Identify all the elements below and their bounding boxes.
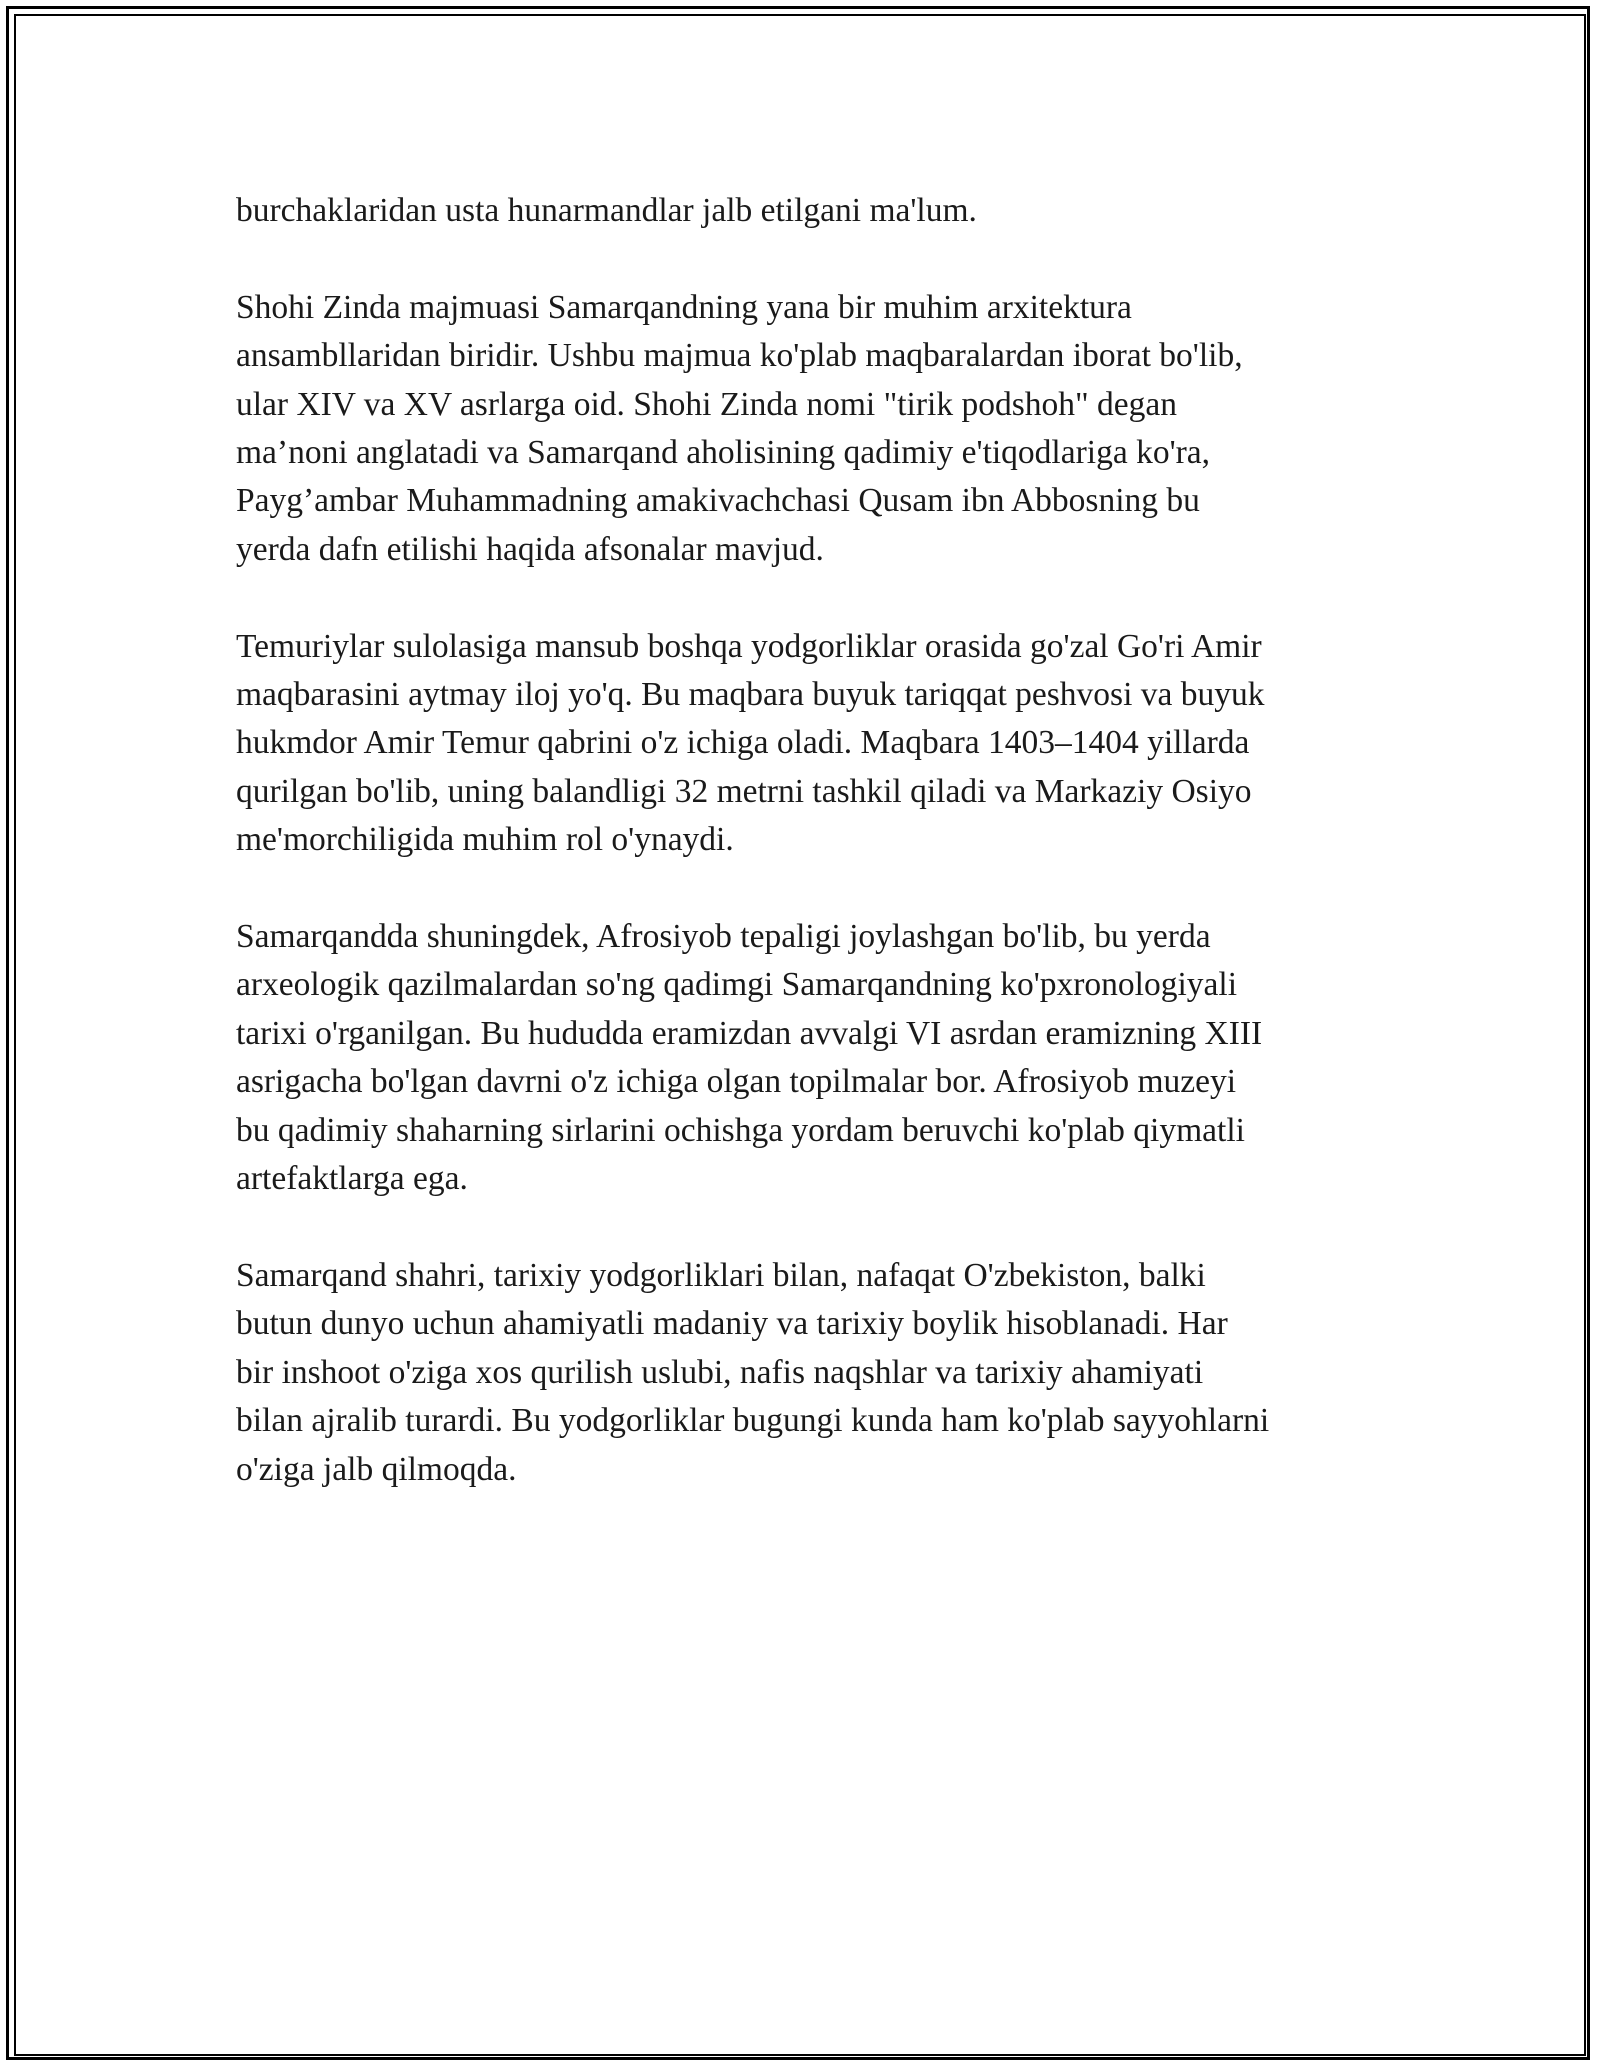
text-line: hukmdor Amir Temur qabrini o'z ichiga oladi. Maqbara 1403–1404 yillarda	[236, 724, 1250, 762]
text-line: asrigacha bo'lgan davrni o'z ichiga olgan topilmalar bor. Afrosiyob muzeyi	[236, 1063, 1237, 1101]
text-line: yerda dafn etilishi haqida afsonalar mavjud.	[236, 530, 824, 568]
paragraph-2	[236, 284, 1376, 574]
paragraph-4	[236, 913, 1376, 1203]
text-line: arxeologik qazilmalardan so'ng qadimgi Samarqandning ko'pxronologiyali	[236, 966, 1238, 1004]
text-line: bir inshoot o'ziga xos qurilish uslubi, nafis naqshlar va tarixiy ahamiyati	[236, 1353, 1204, 1391]
text-line: Samarqand shahri, tarixiy yodgorliklari bilan, nafaqat O'zbekiston, balki	[236, 1256, 1206, 1294]
text-line: ansambllaridan biridir. Ushbu majmua ko'plab maqbaralardan iborat bo'lib,	[236, 337, 1243, 375]
document-body	[236, 187, 1376, 1542]
text-line: Shohi Zinda majmuasi Samarqandning yana bir muhim arxitektura	[236, 288, 1132, 326]
text-line: qurilgan bo'lib, uning balandligi 32 metrni tashkil qiladi va Markaziy Osiyo	[236, 772, 1252, 810]
text-line: bilan ajralib turardi. Bu yodgorliklar bugungi kunda ham ko'plab sayyohlarni	[236, 1402, 1270, 1440]
text-line: Temuriylar sulolasiga mansub boshqa yodgorliklar orasida go'zal Go'ri Amir	[236, 627, 1262, 665]
paragraph-3	[236, 623, 1376, 865]
text-line: artefaktlarga ega.	[236, 1160, 468, 1198]
text-line: ma’noni anglatadi va Samarqand aholisining qadimiy e'tiqodlariga ko'ra,	[236, 434, 1211, 472]
text-line: me'morchiligida muhim rol o'ynaydi.	[236, 821, 734, 859]
text-line: bu qadimiy shaharning sirlarini ochishga yordam beruvchi ko'plab qiymatli	[236, 1111, 1245, 1149]
paragraph-5	[236, 1252, 1376, 1494]
text-line: butun dunyo uchun ahamiyatli madaniy va tarixiy boylik hisoblanadi. Har	[236, 1305, 1228, 1343]
text-line: o'ziga jalb qilmoqda.	[236, 1450, 517, 1488]
text-line: tarixi o'rganilgan. Bu hududda eramizdan avvalgi VI asrdan eramizning XIII	[236, 1014, 1263, 1052]
text-line: ular XIV va XV asrlarga oid. Shohi Zinda nomi "tirik podshoh" degan	[236, 385, 1178, 423]
text-line: maqbarasini aytmay iloj yo'q. Bu maqbara buyuk tariqqat peshvosi va buyuk	[236, 676, 1265, 714]
text-line: Samarqandda shuningdek, Afrosiyob tepaligi joylashgan bo'lib, bu yerda	[236, 918, 1211, 956]
text-line: Payg’ambar Muhammadning amakivachchasi Qusam ibn Abbosning bu	[236, 482, 1200, 520]
paragraph-1	[236, 187, 1376, 235]
text-line: burchaklaridan usta hunarmandlar jalb etilgani ma'lum.	[236, 192, 977, 229]
